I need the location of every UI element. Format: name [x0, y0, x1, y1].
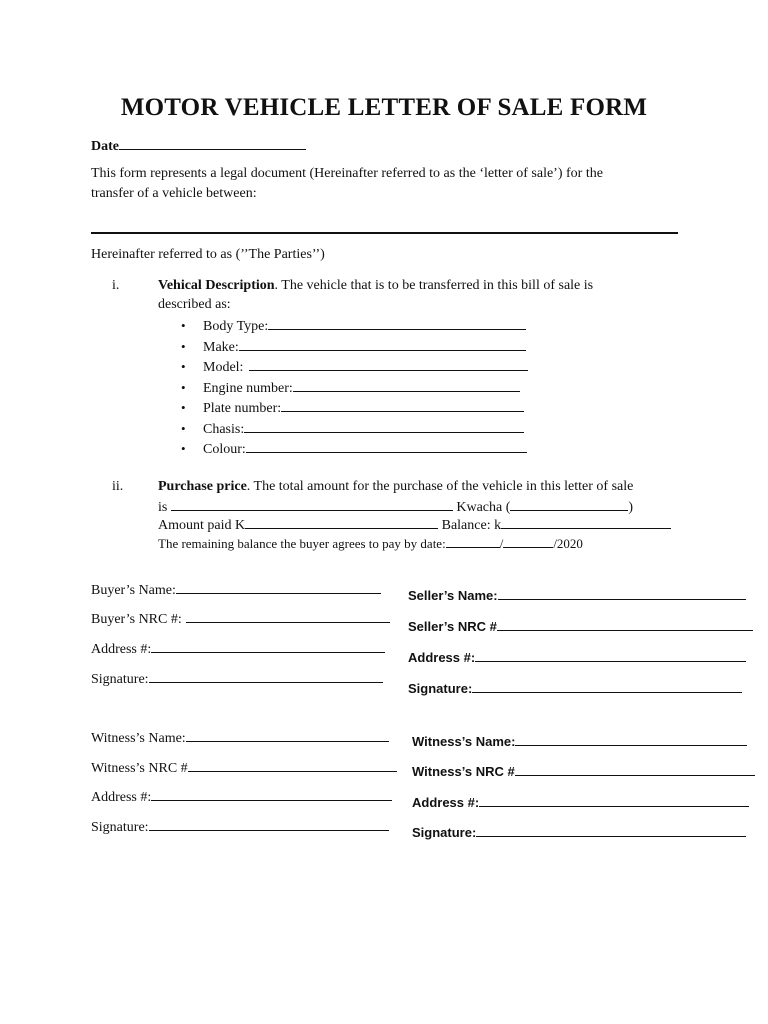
seller-address-field[interactable]	[408, 649, 746, 665]
section-i-line-1	[158, 278, 593, 294]
item-label: Make:	[203, 339, 239, 355]
bullet-icon: •	[181, 441, 186, 456]
intro-line-1: This form represents a legal document (Hereinafter referred to as the ‘letter of sale’) for the	[91, 166, 603, 181]
amount-paid-blank[interactable]	[245, 516, 438, 529]
amount-paid-label: Amount paid K	[158, 518, 246, 533]
witness-right-name-blank[interactable]	[515, 733, 747, 746]
seller-address-label: Address #:	[408, 650, 476, 665]
section-ii-line-1-rest: . The total amount for the purchase of the vehicle in this letter of sale	[246, 479, 634, 494]
witness-left-name-label: Witness’s Name:	[91, 731, 186, 746]
kwacha-label: Kwacha (	[456, 500, 511, 515]
model-blank[interactable]	[249, 358, 528, 371]
due-month-blank[interactable]	[503, 535, 553, 548]
seller-name-blank[interactable]	[498, 587, 746, 600]
list-item-model[interactable]	[181, 357, 528, 378]
item-label: Model:	[203, 360, 244, 375]
date-blank[interactable]	[119, 137, 306, 150]
seller-nrc-field[interactable]	[408, 618, 753, 634]
witness-right-name-field[interactable]	[412, 733, 747, 749]
bullet-icon: •	[181, 359, 186, 374]
witness-right-nrc-field[interactable]	[412, 763, 755, 779]
buyer-nrc-label: Buyer’s NRC #:	[91, 612, 182, 627]
section-i-numeral: i.	[112, 278, 120, 293]
witness-left-nrc-blank[interactable]	[188, 759, 397, 772]
section-i-line-1-rest: . The vehicle that is to be transferred in this bill of sale is	[274, 278, 594, 293]
chasis-blank[interactable]	[244, 420, 524, 433]
witness-left-nrc-label: Witness’s NRC #	[91, 761, 188, 776]
buyer-signature-blank[interactable]	[149, 670, 383, 683]
witness-left-signature-label: Signature:	[91, 820, 149, 835]
witness-right-signature-label: Signature:	[412, 825, 477, 840]
buyer-signature-label: Signature:	[91, 672, 149, 687]
section-i-line-2: described as:	[158, 297, 231, 312]
date-label: Date	[91, 139, 119, 154]
section-i-heading: Vehical Description	[158, 278, 275, 293]
balance-blank[interactable]	[501, 516, 671, 529]
bullet-icon: •	[181, 420, 186, 436]
witness-left-signature-blank[interactable]	[149, 818, 389, 831]
bullet-icon: •	[181, 400, 186, 415]
witness-right-address-label: Address #:	[412, 795, 480, 810]
witness-left-nrc-field[interactable]	[91, 759, 397, 777]
buyer-name-blank[interactable]	[176, 581, 381, 594]
due-day-blank[interactable]	[446, 535, 500, 548]
section-ii-line-3	[158, 516, 671, 534]
seller-name-label: Seller’s Name:	[408, 588, 498, 603]
colour-blank[interactable]	[246, 440, 527, 453]
date-slash: /	[499, 536, 504, 551]
seller-nrc-label: Seller’s NRC #	[408, 619, 497, 634]
year-suffix: /2020	[553, 536, 583, 551]
kwacha-close: )	[628, 500, 634, 515]
item-label: Engine number:	[203, 380, 293, 396]
parties-blank-line[interactable]	[91, 232, 678, 234]
document-title: MOTOR VEHICLE LETTER OF SALE FORM	[120, 94, 648, 121]
balance-label: Balance: k	[441, 518, 502, 533]
seller-address-blank[interactable]	[475, 649, 746, 662]
vehicle-description-list	[181, 316, 528, 460]
witness-right-address-field[interactable]	[412, 794, 749, 810]
witness-right-signature-field[interactable]	[412, 824, 746, 840]
list-item-plate-number[interactable]	[181, 398, 528, 419]
witness-left-address-label: Address #:	[91, 790, 152, 805]
buyer-name-field[interactable]	[91, 581, 381, 599]
witness-left-signature-field[interactable]	[91, 818, 389, 836]
witness-right-name-label: Witness’s Name:	[412, 734, 516, 749]
make-blank[interactable]	[239, 338, 526, 351]
seller-signature-field[interactable]	[408, 680, 742, 696]
bullet-icon: •	[181, 379, 186, 395]
item-label: Chasis:	[203, 421, 245, 437]
seller-signature-blank[interactable]	[472, 680, 742, 693]
witness-right-nrc-label: Witness’s NRC #	[412, 764, 515, 779]
witness-left-address-blank[interactable]	[151, 788, 392, 801]
witness-left-address-field[interactable]	[91, 788, 392, 806]
seller-name-field[interactable]	[408, 587, 746, 603]
body-type-blank[interactable]	[268, 317, 526, 330]
list-item-colour[interactable]	[181, 439, 528, 460]
engine-number-blank[interactable]	[293, 379, 520, 392]
intro-line-2: transfer of a vehicle between:	[91, 186, 257, 201]
witness-right-signature-blank[interactable]	[476, 824, 746, 837]
witness-right-nrc-blank[interactable]	[515, 763, 755, 776]
list-item-chasis[interactable]	[181, 419, 528, 440]
kwacha-amount-blank[interactable]	[510, 498, 628, 511]
price-words-blank[interactable]	[171, 498, 453, 511]
is-label: is	[158, 500, 168, 515]
section-ii-line-2	[158, 498, 633, 516]
list-item-make[interactable]	[181, 337, 528, 358]
list-item-body-type[interactable]	[181, 316, 528, 337]
buyer-name-label: Buyer’s Name:	[91, 583, 176, 598]
section-ii-heading: Purchase price	[158, 479, 247, 494]
buyer-nrc-blank[interactable]	[186, 610, 390, 623]
witness-right-address-blank[interactable]	[479, 794, 749, 807]
item-label: Plate number:	[203, 401, 282, 416]
plate-number-blank[interactable]	[281, 399, 524, 412]
witness-left-name-field[interactable]	[91, 729, 389, 747]
buyer-address-field[interactable]	[91, 640, 385, 658]
item-label: Colour:	[203, 442, 246, 457]
section-ii-numeral: ii.	[112, 479, 124, 494]
parties-text: Hereinafter referred to as (’’The Parties’’)	[91, 247, 325, 262]
buyer-address-label: Address #:	[91, 642, 152, 657]
section-ii-line-1	[158, 479, 633, 495]
buyer-address-blank[interactable]	[151, 640, 385, 653]
bullet-icon: •	[181, 338, 186, 354]
buyer-signature-field[interactable]	[91, 670, 383, 688]
bullet-icon: •	[181, 318, 186, 333]
witness-left-name-blank[interactable]	[186, 729, 389, 742]
seller-signature-label: Signature:	[408, 681, 473, 696]
date-field[interactable]	[91, 137, 306, 155]
section-ii-line-4	[158, 535, 583, 552]
buyer-nrc-field[interactable]	[91, 610, 390, 628]
item-label: Body Type:	[203, 319, 269, 334]
seller-nrc-blank[interactable]	[497, 618, 753, 631]
list-item-engine-number[interactable]	[181, 378, 528, 399]
remaining-label: The remaining balance the buyer agrees to pay by date:	[158, 536, 446, 551]
